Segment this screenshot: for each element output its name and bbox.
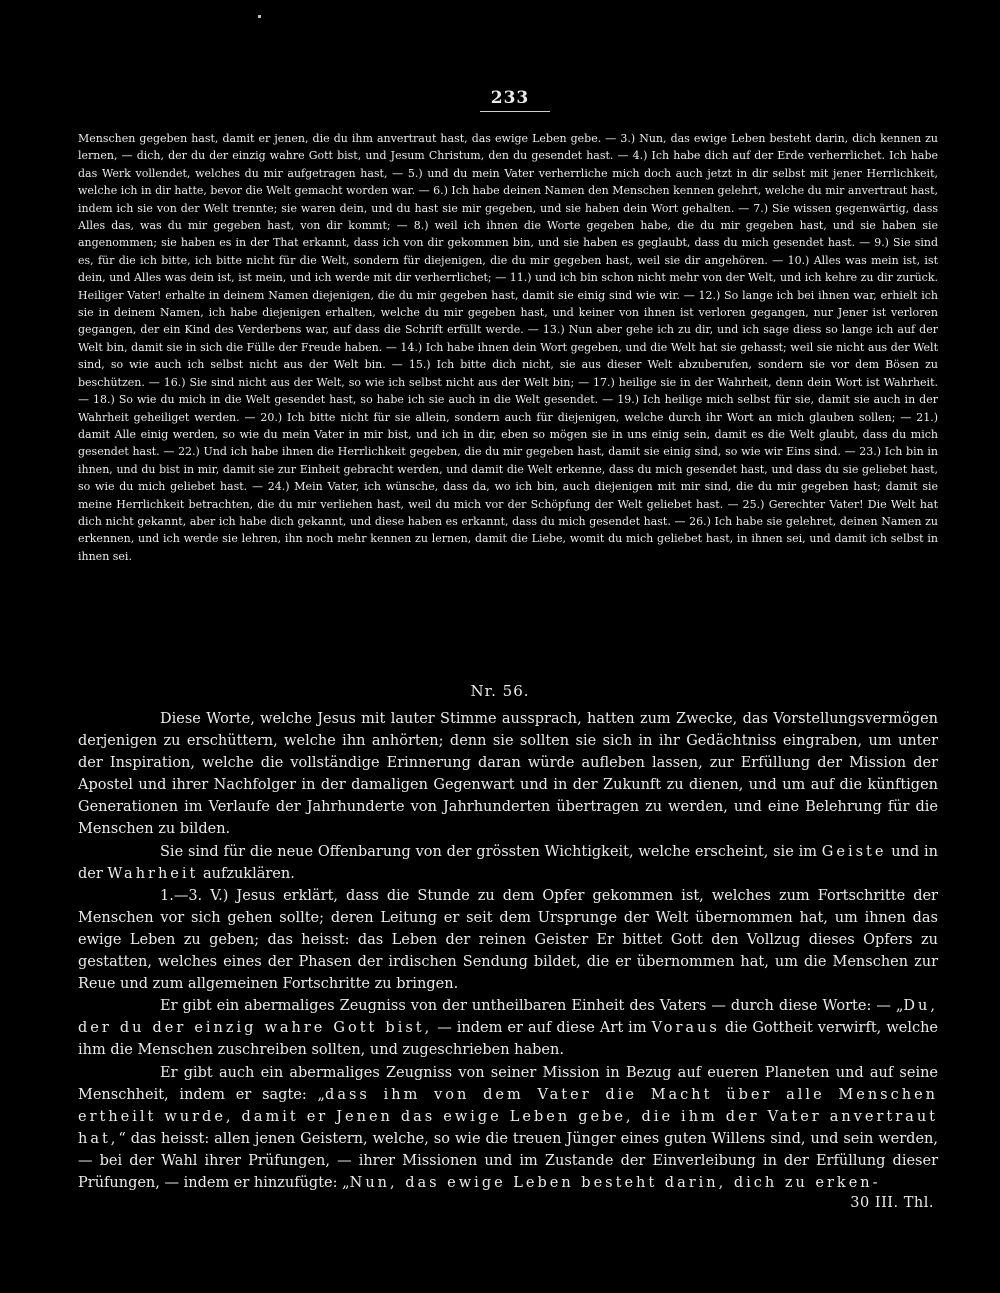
paragraph-3: 1.—3. V.) Jesus erklärt, dass die Stunde zu dem Opfer gekommen ist, welches zum Fortschritte der Menschen vor sich gehen sollte; deren Leitung er seit dem Ursprunge der Welt übernommen hat, um ihnen das ewige Leben zu geben; das heisst: das Leben der reinen Geister Er bittet Gott den Vollzug dieses Opfers zu gestatten, welches eines der Phasen der irdischen Sendung bildet, die er übernommen hat, um die Menschen zur Reue und zum allgemeinen Fortschritte zu bringen. (78, 887, 938, 993)
p5-spaced-quote-2: Nun, das ewige Leben besteht darin, dich zu erken- (349, 1174, 881, 1191)
p4-text-e: die Gottheit verwirft, welche ihm die Menschen zuschreiben sollten, und zugeschrieben haben. (78, 1020, 938, 1059)
p2-text-a: Sie sind für die neue Offenbarung von der grössten Wichtigkeit, welche erscheint, sie im (160, 843, 822, 860)
p4-spaced-voraus: Voraus (651, 1020, 720, 1037)
section-heading: Nr. 56. (470, 682, 530, 700)
p5-text-a: Er gibt auch ein abermaliges Zeugniss von seiner Mission in Bezug auf eueren Planeten und auf seine Menschheit, indem er sagte: „ (78, 1064, 938, 1103)
p2-spaced-geiste: Geiste (821, 843, 887, 860)
p2-spaced-wahrheit: Wahrheit (107, 865, 199, 882)
p2-text-e: aufzuklären. (198, 865, 295, 882)
main-text (78, 708, 938, 1194)
scripture-small-print: Menschen gegeben hast, damit er jenen, die du ihm anvertraut hast, das ewige Leben gebe. — 3.) Nun, das ewige Leben besteht darin, dich kennen zu lernen, — dich, der du der einzig wahre Gott bist, und Jesum Christum, den du gesendet hast. — 4.) Ich habe dich auf der Erde verherrlichet. Ich habe das Werk vollendet, welches du mir aufgetragen hast, — 5.) und du mein Vater verherrliche mich doch auch jetzt in dir selbst mit jener Herrlichkeit, welche ich in dir hatte, bevor die Welt gemacht worden war. — 6.) Ich habe deinen Namen den Menschen kennen gelehrt, welche du mir anvertraut hast, indem ich sie von der Welt trennte; sie waren dein, und du hast sie mir gegeben, und sie haben dein Wort gehalten. — 7.) Sie wissen gegenwärtig, dass Alles das, was du mir gegeben hast, von dir kommt; — 8.) weil ich ihnen die Worte gegeben habe, die du mir gegeben hast, und sie haben sie angenommen; sie haben es in der That erkannt, dass ich von dir gekommen bin, und sie haben es geglaubt, dass du mich gesendet hast. — 9.) Sie sind es, für die ich bitte, ich bitte nicht für die Welt, sondern für diejenigen, die du mir gegeben hast, weil sie dir angehören. — 10.) Alles was mein ist, ist dein, und Alles was dein ist, ist mein, und ich werde mit dir verherrlichet; — 11.) und ich bin schon nicht mehr von der Welt, und ich kehre zu dir zurück. Heiliger Vater! erhalte in deinem Namen diejenigen, die du mir gegeben hast, damit sie einig sind wie wir. — 12.) So lange ich bei ihnen war, erhielt ich sie in deinem Namen, ich habe diejenigen erhalten, welche du mir gegeben hast, und keiner von ihnen ist verloren gegangen, nur Jener ist verloren gegangen, der ein Kind des Verderbens war, auf dass die Schrift erfüllt werde. — 13.) Nun aber gehe ich zu dir, und ich sage diess so lange ich auf der Welt bin, damit sie in sich die Fülle der Freude haben. — 14.) Ich habe ihnen dein Wort gegeben, und die Welt hat sie gehasst; weil sie nicht aus der Welt sind, so wie auch ich selbst nicht aus der Welt bin. — 15.) Ich bitte dich nicht, sie aus dieser Welt abzuberufen, sondern sie vor dem Bösen zu beschützen. — 16.) Sie sind nicht aus der Welt, so wie ich selbst nicht aus der Welt bin; — 17.) heilige sie in der Wahrheit, denn dein Wort ist Wahrheit. — 18.) So wie du mich in die Welt gesendet hast, so habe ich sie auch in die Welt gesendet. — 19.) Ich heilige mich selbst für sie, damit sie auch in der Wahrheit geheiliget werden. — 20.) Ich bitte nicht für sie allein, sondern auch für diejenigen, welche durch ihr Wort an mich glauben sollen; — 21.) damit Alle einig werden, so wie du mein Vater in mir bist, und ich in dir, eben so mögen sie in uns einig sein, damit es die Welt glaubt, dass du mich gesendet hast. — 22.) Und ich habe ihnen die Herrlichkeit gegeben, die du mir gegeben hast, damit sie einig sind, so wie wir Eins sind. — 23.) Ich bin in ihnen, und du bist in mir, damit sie zur Einheit gebracht werden, und damit die Welt erkenne, dass du mich gesendet hast, und dass du sie geliebet hast, so wie du mich geliebet hast. — 24.) Mein Vater, ich wünsche, dass da, wo ich bin, auch diejenigen mit mir sind, die du mir gegeben hast; damit sie meine Herrlichkeit betrachten, die du mir verliehen hast, weil du mich vor der Schöpfung der Welt geliebet hast. — 25.) Gerechter Vater! Die Welt hat dich nicht gekannt, aber ich habe dich gekannt, und diese haben es erkannt, dass du mich gesendet hast. — 26.) Ich habe sie gelehret, deinen Namen zu erkennen, und ich werde sie lehren, ihn noch mehr kennen zu lernen, damit die Liebe, womit du mich geliebet hast, in ihnen sei, und damit ich selbst in ihnen sei. (78, 132, 938, 563)
paragraph-2 (78, 841, 938, 885)
page-number-rule (480, 111, 550, 112)
signature-mark: 30 III. Thl. (850, 1195, 934, 1211)
p4-text-a: Er gibt ein abermaliges Zeugniss von der untheilbaren Einheit des Vaters — durch diese Worte: — „ (160, 998, 904, 1015)
p4-text-c: — indem er auf diese Art im (432, 1020, 652, 1037)
paragraph-1: Diese Worte, welche Jesus mit lauter Stimme aussprach, hatten zum Zwecke, das Vorstellungsvermögen derjenigen zu erschüttern, welche ihn anhörten; denn sie sollten sie sich in ihr Gedächtniss eingraben, um unter der Inspiration, welche die vollständige Erinnerung daran würde aufleben lassen, zur Erfüllung der Mission der Apostel und ihrer Nachfolger in der damaligen Gegenwart und in der Zukunft zu dienen, und um auf die künftigen Generationen im Verlaufe der Jahrhunderte von Jahrhunderten übertragen zu werden, und eine Belehrung für die Menschen zu bilden. (78, 711, 938, 838)
page-number: 233 (490, 88, 530, 108)
paragraph-4 (78, 995, 938, 1061)
speck-mark (258, 15, 261, 18)
p5-spaced-quote-1: dass ihm von dem Vater die Macht über alle Menschen ertheilt wurde, damit er Jenen das ewige Leben gebe, die ihm der Vater anvertraut hat, (78, 1086, 939, 1147)
p5-text-c: “ das heisst: allen jenen Geistern, welche, so wie die treuen Jünger eines guten Willens sind, und sein werden, — bei der Wahl ihrer Prüfungen, — ihrer Missionen und im Zustande der Einverleibung in der Erfüllung dieser Prüfungen, — indem er hinzufügte: „ (78, 1130, 938, 1191)
p2-text-c: und in der (78, 843, 938, 882)
p4-spaced-quote: Du, der du der einzig wahre Gott bist, (78, 998, 938, 1037)
paragraph-5 (78, 1062, 938, 1195)
